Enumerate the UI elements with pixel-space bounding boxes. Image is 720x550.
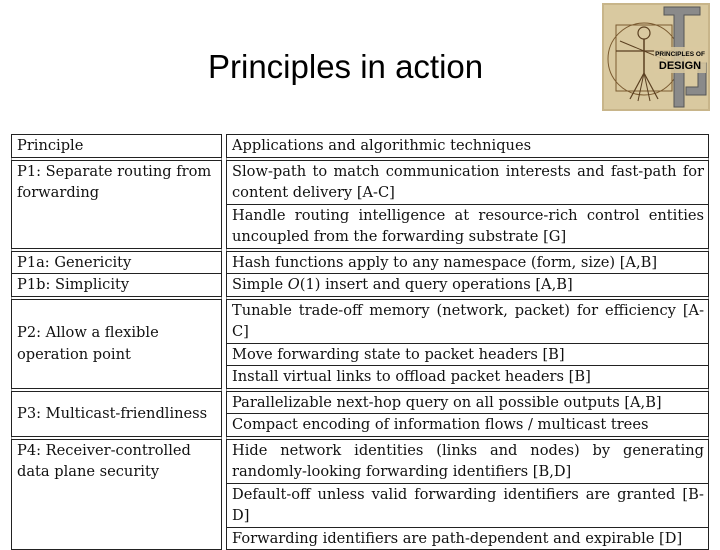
- p1b-app-post: insert and query operations [A,B]: [320, 276, 572, 293]
- table-row: [11, 436, 709, 483]
- principles-table: [11, 134, 709, 550]
- p1a-app: Hash functions apply to any namespace (form, size) [A,B]: [226, 248, 709, 274]
- table-row: [11, 388, 709, 414]
- p2-app-3: Install virtual links to offload packet headers [B]: [226, 365, 709, 388]
- table-row: [11, 296, 709, 343]
- table-header-row: [11, 134, 709, 157]
- principle-p2: P2: Allow a flexible operation point: [11, 296, 222, 388]
- p4-app-2: Default-off unless valid forwarding identifiers are granted [B-D]: [226, 483, 709, 527]
- p1b-app: [226, 273, 709, 296]
- book-cover-image: [602, 3, 710, 111]
- p1-app-2: Handle routing intelligence at resource-rich control entities uncoupled from the forwarding substrate [G]: [226, 204, 709, 248]
- table-row: [11, 273, 709, 296]
- table-row: [11, 157, 709, 204]
- p4-app-3: Forwarding identifiers are path-dependent and expirable [D]: [226, 527, 709, 550]
- table-row: [11, 248, 709, 274]
- book-line1: PRINCIPLES OF: [655, 51, 705, 58]
- slide-title: Principles in action: [208, 48, 483, 86]
- p4-app-1: Hide network identities (links and nodes) by generating randomly-looking forwarding identifiers [B,D]: [226, 436, 709, 483]
- p1b-app-pre: Simple: [232, 276, 288, 293]
- p1b-app-o: O: [288, 276, 300, 293]
- header-principle: Principle: [11, 134, 222, 157]
- header-applications: Applications and algorithmic techniques: [226, 134, 709, 157]
- principle-p1: P1: Separate routing from forwarding: [11, 157, 222, 248]
- principle-p1a: P1a: Genericity: [11, 248, 222, 274]
- p3-app-2: Compact encoding of information flows / multicast trees: [226, 413, 709, 436]
- principle-p1b: P1b: Simplicity: [11, 273, 222, 296]
- p3-app-1: Parallelizable next-hop query on all possible outputs [A,B]: [226, 388, 709, 414]
- book-line2: DESIGN: [659, 60, 701, 72]
- p2-app-2: Move forwarding state to packet headers [B]: [226, 343, 709, 366]
- p2-app-1: Tunable trade-off memory (network, packet) for efficiency [A-C]: [226, 296, 709, 343]
- principle-p3: P3: Multicast-friendliness: [11, 388, 222, 436]
- principle-p4: P4: Receiver-controlled data plane security: [11, 436, 222, 550]
- p1-app-1: Slow-path to match communication interests and fast-path for content delivery [A-C]: [226, 157, 709, 204]
- p1b-app-mid: (1): [300, 276, 321, 293]
